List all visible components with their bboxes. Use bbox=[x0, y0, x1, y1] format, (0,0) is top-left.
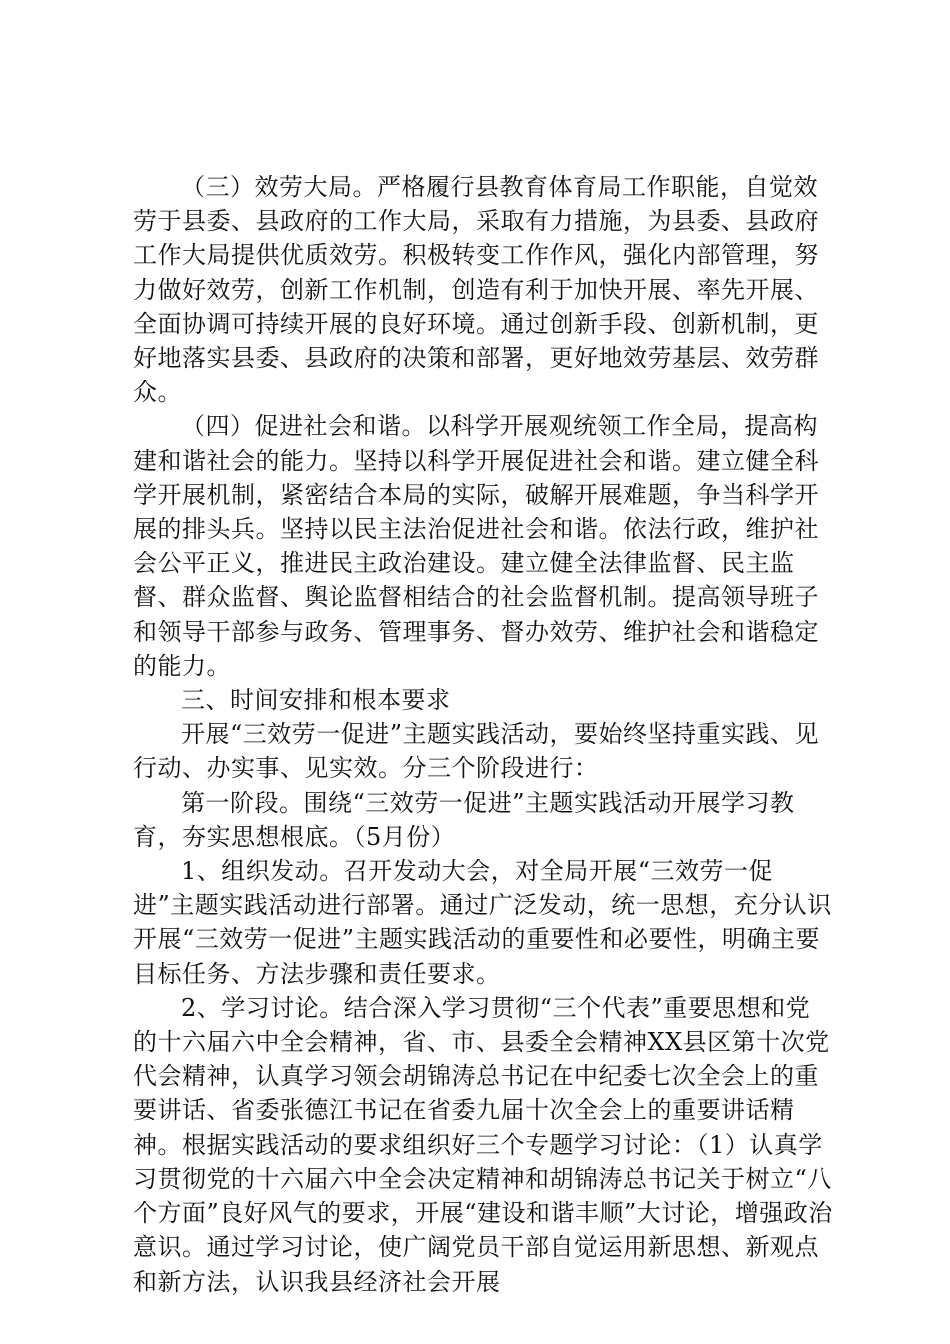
paragraph-study-discussion: 2、学习讨论。结合深入学习贯彻“三个代表”重要思想和党的十六届六中全会精神，省、市、县委全会精神XX县区第十次党代会精神，认真学习领会胡锦涛总书记在中纪委七次全会上的重要讲话、省委张德江书记在省委九届十次全会上的重要讲话精神。根据实践活动的要求组织好三个专题学习讨论：（1）认真学习贯彻党的十六届六中全会决定精神和胡锦涛总书记关于树立“八个方面”良好风气的要求，开展“建设和谐丰顺”大讨论，增强政治意识。通过学习讨论，使广阔党员干部自觉运用新思想、新观点和新方法，认识我县经济社会开展 bbox=[133, 993, 833, 1296]
paragraph-promote-harmony: （四）促进社会和谐。以科学开展观统领工作全局，提高构建和谐社会的能力。坚持以科学开展促进社会和谐。建立健全科学开展机制，紧密结合本局的实际，破解开展难题，争当科学开展的排头兵。坚持以民主法治促进社会和谐。依法行政，维护社会公平正义，推进民主政治建设。建立健全法律监督、民主监督、群众监督、舆论监督相结合的社会监督机制。提高领导班子和领导干部参与政务、管理事务、督办效劳、维护社会和谐稳定的能力。 bbox=[133, 412, 819, 680]
paragraph-mobilization: 1、组织发动。召开发动大会，对全局开展“三效劳一促进”主题实践活动进行部署。通过广泛发动，统一思想，充分认识开展“三效劳一促进”主题实践活动的重要性和必要性，明确主要目标任务、方法步骤和责任要求。 bbox=[133, 857, 832, 988]
paragraph-phase-one: 第一阶段。围绕“三效劳一促进”主题实践活动开展学习教育，夯实思想根底。（5月份） bbox=[133, 788, 795, 851]
section-heading-schedule: 三、时间安排和根本要求 bbox=[181, 686, 451, 715]
document-body bbox=[133, 170, 833, 1299]
paragraph-serve-overall: （三）效劳大局。严格履行县教育体育局工作职能，自觉效劳于县委、县政府的工作大局，采取有力措施，为县委、县政府工作大局提供优质效劳。积极转变工作作风，强化内部管理，努力做好效劳，创新工作机制，创造有利于加快开展、率先开展、全面协调可持续开展的良好环境。通过创新手段、创新机制，更好地落实县委、县政府的决策和部署，更好地效劳基层、效劳群众。 bbox=[133, 173, 819, 407]
paragraph-activity-intro: 开展“三效劳一促进”主题实践活动，要始终坚持重实践、见行动、办实事、见实效。分三个阶段进行： bbox=[133, 720, 820, 783]
